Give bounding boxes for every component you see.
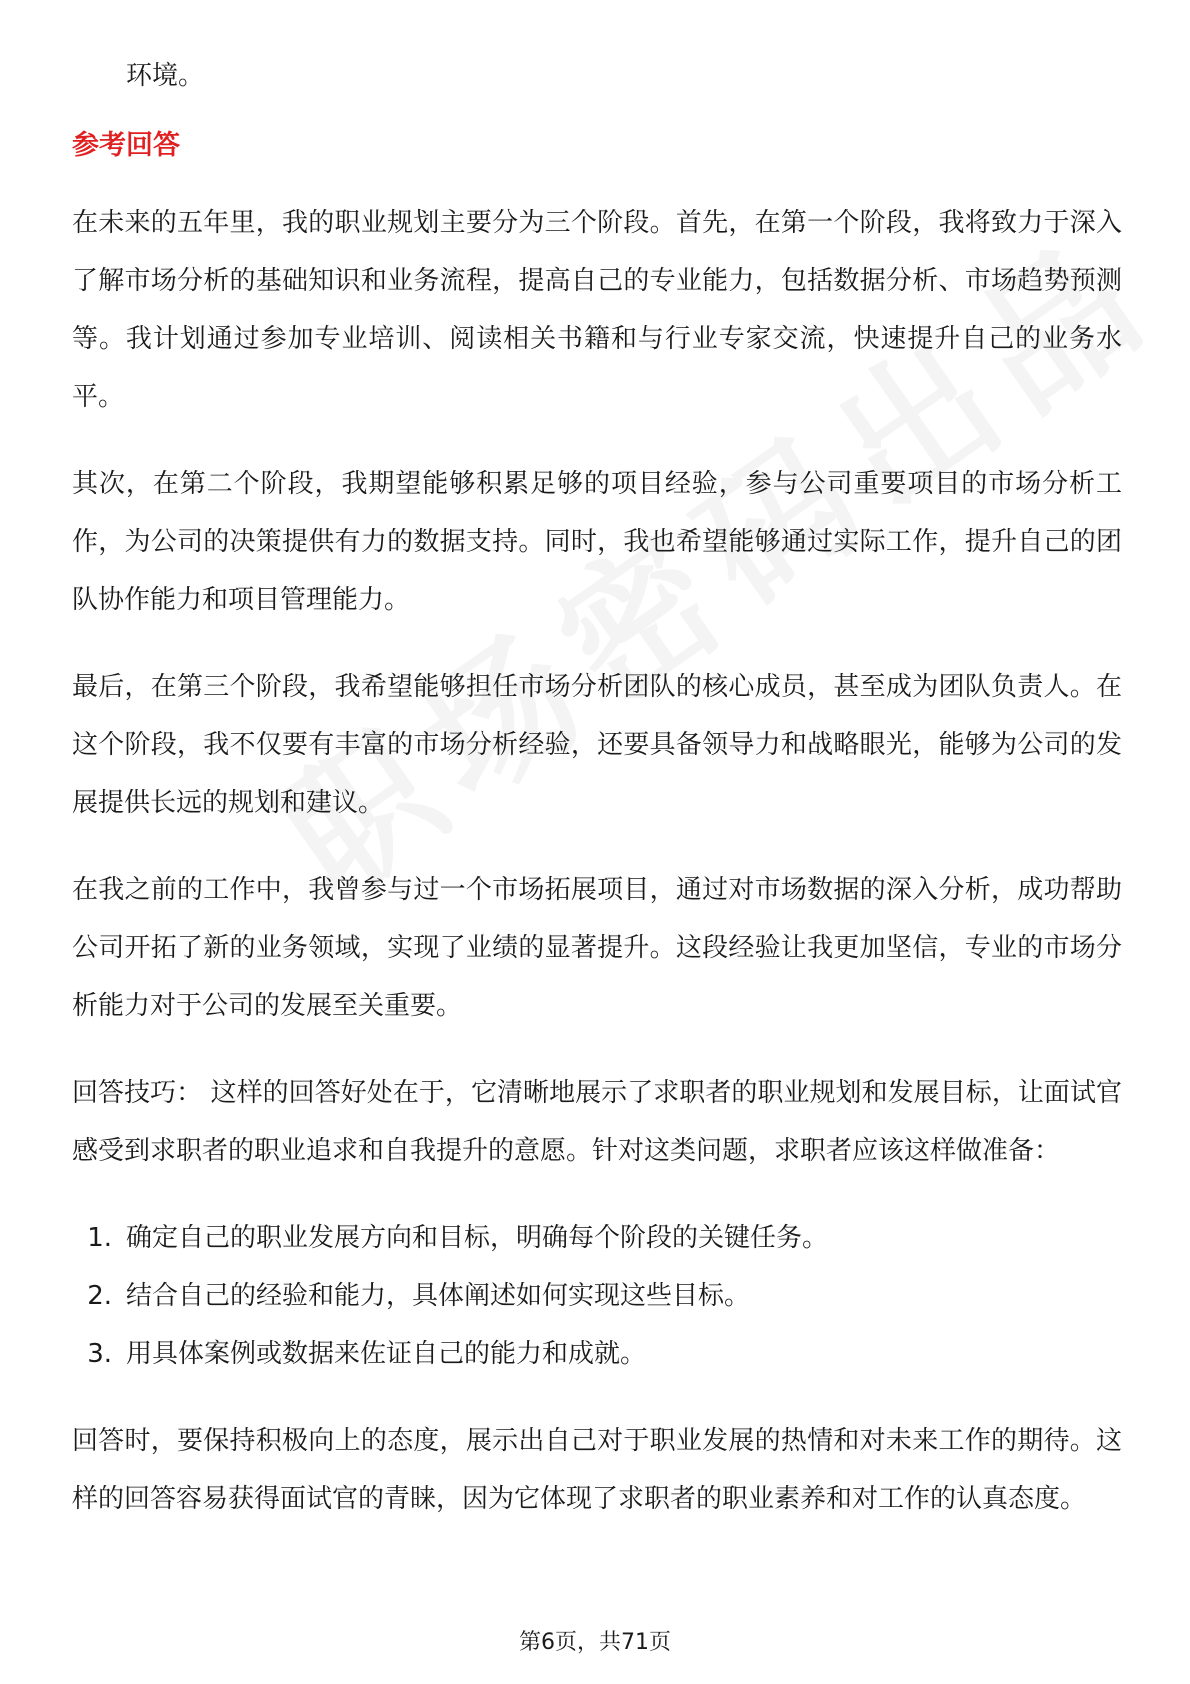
paragraph: 在未来的五年里，我的职业规划主要分为三个阶段。首先，在第一个阶段，我将致力于深入了解市场分析的基础知识和业务流程，提高自己的专业能力，包括数据分析、市场趋势预测等。我计划通过参加专业培训、阅读相关书籍和与行业专家交流，快速提升自己的业务水平。 [72, 208, 1122, 412]
list-item-text: 结合自己的经验和能力，具体阐述如何实现这些目标。 [126, 1281, 751, 1311]
lead-text: 环境。 [126, 61, 205, 91]
section-heading: 参考回答 [72, 130, 180, 161]
tips-paragraph: 回答技巧： 这样的回答好处在于，它清晰地展示了求职者的职业规划和发展目标，让面试官感受到求职者的职业追求和自我提升的意愿。针对这类问题，求职者应该这样做准备： [72, 1078, 1122, 1166]
list-item [72, 1209, 1122, 1267]
list-item [72, 1325, 1122, 1383]
page-footer: 第6页，共71页 [519, 1630, 671, 1655]
list-item-text: 用具体案例或数据来佐证自己的能力和成就。 [126, 1339, 647, 1369]
list-item-text: 确定自己的职业发展方向和目标，明确每个阶段的关键任务。 [126, 1223, 829, 1253]
list-number: 2. [87, 1281, 112, 1311]
list-number: 1. [87, 1223, 112, 1253]
tips-list [72, 1209, 1122, 1383]
page-content [72, 48, 1122, 1557]
list-item [72, 1267, 1122, 1325]
paragraph: 最后，在第三个阶段，我希望能够担任市场分析团队的核心成员，甚至成为团队负责人。在这个阶段，我不仅要有丰富的市场分析经验，还要具备领导力和战略眼光，能够为公司的发展提供长远的规划和建议。 [72, 672, 1122, 818]
list-number: 3. [87, 1339, 112, 1369]
closing-paragraph: 回答时，要保持积极向上的态度，展示出自己对于职业发展的热情和对未来工作的期待。这样的回答容易获得面试官的青睐，因为它体现了求职者的职业素养和对工作的认真态度。 [72, 1426, 1122, 1514]
paragraph: 其次，在第二个阶段，我期望能够积累足够的项目经验，参与公司重要项目的市场分析工作，为公司的决策提供有力的数据支持。同时，我也希望能够通过实际工作，提升自己的团队协作能力和项目管理能力。 [72, 469, 1122, 615]
paragraph: 在我之前的工作中，我曾参与过一个市场拓展项目，通过对市场数据的深入分析，成功帮助公司开拓了新的业务领域，实现了业绩的显著提升。这段经验让我更加坚信，专业的市场分析能力对于公司的发展至关重要。 [72, 875, 1122, 1021]
